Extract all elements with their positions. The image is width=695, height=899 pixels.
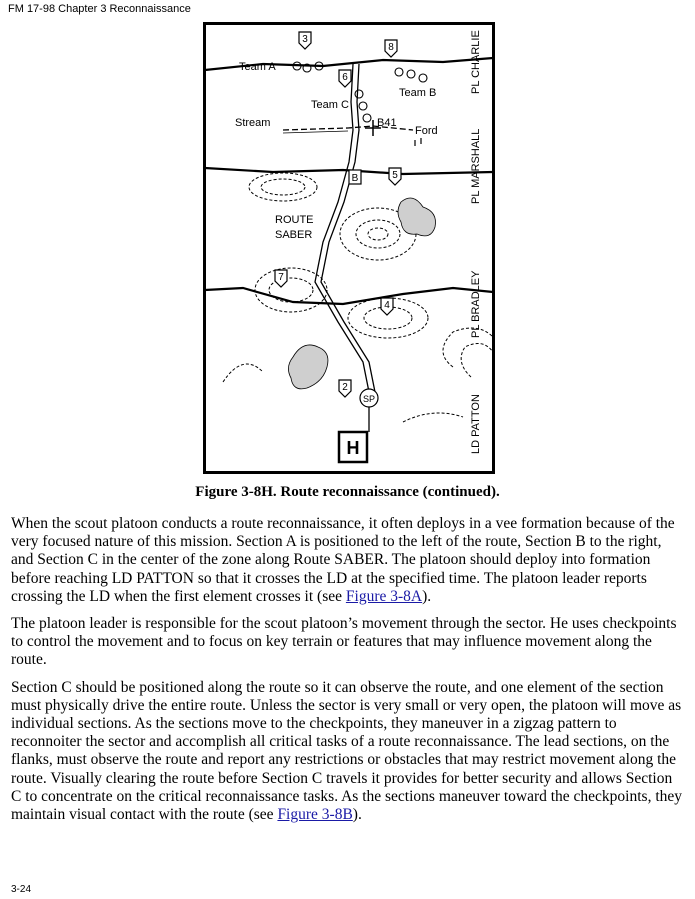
page-number: 3-24	[11, 884, 32, 895]
svg-text:2: 2	[342, 382, 348, 393]
svg-text:5: 5	[392, 170, 398, 181]
ld-patton-label: LD PATTON	[470, 394, 482, 454]
paragraph-2: The platoon leader is responsible for the scout platoon’s movement through the sector. He uses checkpoints to control the movement and to focus on key terrain or features that may influence movement along the route.	[11, 615, 677, 669]
figure-3-8b-link[interactable]: Figure 3-8B	[277, 806, 353, 824]
sp-marker	[360, 389, 378, 407]
b41-label: B41	[377, 117, 397, 129]
body-text	[11, 515, 686, 833]
pl-charlie-label: PL CHARLIE	[470, 30, 482, 94]
pl-bradley-label: PL BRADLEY	[470, 270, 482, 338]
svg-text:6: 6	[342, 72, 348, 83]
h-marker	[339, 432, 367, 462]
paragraph-3: Section C should be positioned along the route so it can observe the route, and one element of the section must physically drive the entire route. Unless the sector is very small or very open, the platoon will move as individual sections. As the sections move to the checkpoints, they maneuver in a zigzag pattern to reconnoiter the sector and accomplish all critical tasks of a route reconnaissance. The lead sections, on the flanks, must observe the route and report any restrictions or obstacles that may restrict movement along the route. Visually clearing the route before Section C travels it provides for better security and allows Section C to concentrate on the critical reconnaissance tasks. As the sections maneuver toward the checkpoints, they maintain visual contact with the route (see Figure 3-8B).	[11, 678, 683, 824]
stream-label: Stream	[235, 117, 271, 129]
running-header: FM 17-98 Chapter 3 Reconnaissance	[8, 3, 191, 15]
figure-caption: Figure 3-8H. Route reconnaissance (continued).	[195, 484, 500, 500]
svg-text:3: 3	[302, 34, 308, 45]
figure-3-8a-link[interactable]: Figure 3-8A	[345, 587, 423, 605]
b-marker	[349, 170, 361, 184]
team-a-label: Team A	[239, 61, 276, 73]
team-c-label: Team C	[311, 99, 349, 111]
svg-text:B: B	[351, 173, 359, 184]
pl-marshall-label: PL MARSHALL	[470, 128, 482, 204]
ford-label: Ford	[415, 125, 438, 137]
svg-text:H: H	[346, 438, 360, 458]
route-reconnaissance-map	[203, 22, 495, 474]
route-saber-label-1: ROUTE	[275, 214, 314, 226]
svg-text:4: 4	[384, 300, 390, 311]
route-saber-label-2: SABER	[275, 229, 313, 241]
team-b-label: Team B	[399, 87, 437, 99]
svg-text:7: 7	[278, 272, 284, 283]
svg-text:8: 8	[388, 42, 394, 53]
svg-text:SP: SP	[362, 394, 376, 404]
paragraph-1: When the scout platoon conducts a route reconnaissance, it often deploys in a vee formation because of the very focused nature of this mission. Section A is positioned to the left of the route, Section B to the right, and Section C in the center of the zone along Route SABER. The platoon should deploy into formation before reaching LD PATTON so that it crosses the LD at the specified time. The platoon leader reports crossing the LD when the first element crosses it (see Figure 3-8A).	[11, 515, 675, 605]
